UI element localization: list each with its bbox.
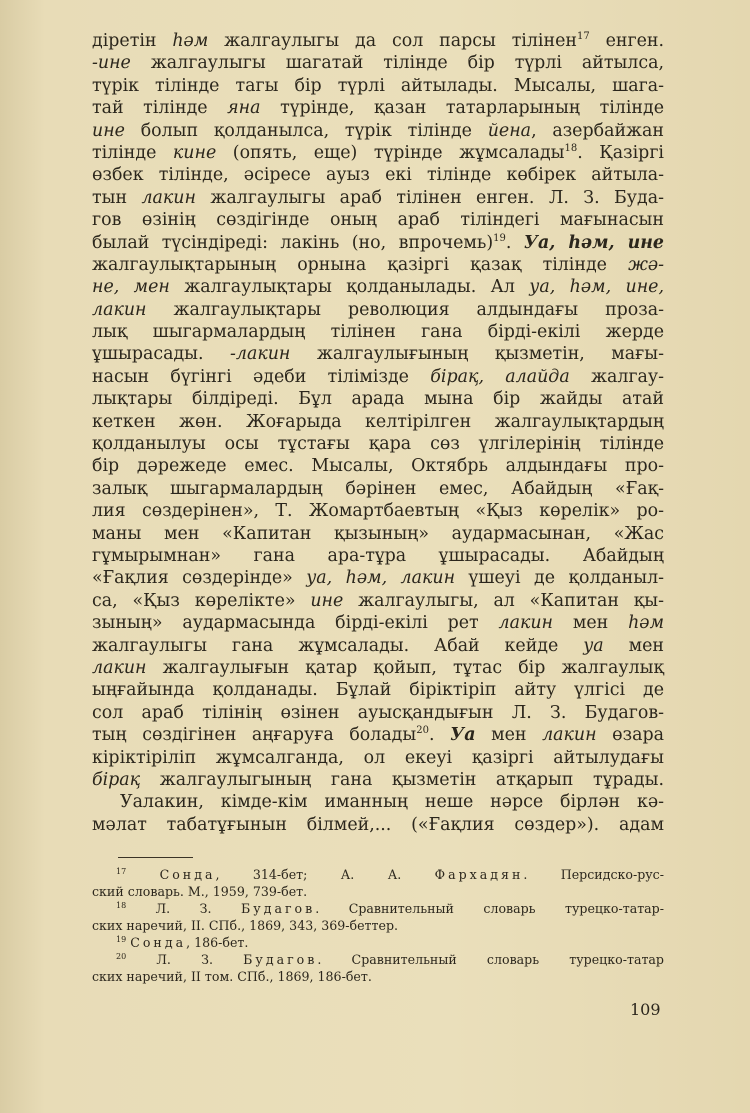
footnote-ref: 17 [116, 867, 127, 876]
text-run: Фархадян [434, 867, 524, 882]
text-run: түрінде, қазан татарларының тілінде [260, 98, 664, 119]
main-text [92, 30, 664, 836]
text-run: жалгаулыгы гана жұмсалады. Абай кейде [92, 635, 584, 656]
text-line [92, 366, 664, 388]
text-run: . [505, 232, 524, 253]
text-line [92, 97, 664, 119]
italic-term: һәм [628, 613, 664, 634]
italic-term: жә- [628, 254, 664, 275]
text-line [92, 164, 664, 186]
text-run: гов өзінің сөздігінде оның араб тіліндегі мағынасын [92, 210, 664, 231]
footnote-ref: 20 [416, 725, 429, 737]
text-run: . [428, 725, 451, 746]
italic-term: ине [310, 590, 344, 611]
text-run: кеткен жөн. Жоғарыда келтірілген жалгаулықтардың [92, 411, 664, 432]
text-run: жалгаулыгы, ал «Капитан қы- [343, 590, 664, 611]
footnote-line [92, 968, 664, 985]
italic-term: -ине [92, 53, 131, 74]
italic-term: йена [487, 120, 532, 141]
footnote-divider [118, 857, 193, 858]
text-run: насын бүгінгі әдеби тілімізде [92, 366, 431, 387]
text-line [92, 75, 664, 97]
footnote-line [92, 883, 664, 900]
text-run: жалгаулықтары революция алдындағы проза- [146, 299, 664, 320]
text-run: мен [475, 725, 543, 746]
italic-term: не, мен [92, 277, 170, 298]
text-line [92, 769, 664, 791]
italic-term: уа [583, 635, 604, 656]
italic-term: ине [92, 120, 125, 141]
text-run: мен [603, 635, 664, 656]
italic-term: яна [227, 98, 261, 119]
text-line [92, 321, 664, 343]
text-run: лық шыгармалардың тілінен гана бірді-екілі жерде [92, 322, 664, 343]
text-run: Л. З. [126, 952, 244, 967]
text-line [92, 388, 664, 410]
text-line [92, 209, 664, 231]
text-run: өзбек тілінде, әсіресе ауыз екі тілінде көбірек айтыла- [92, 165, 664, 186]
text-run: тай тілінде [92, 98, 228, 119]
text-line [92, 523, 664, 545]
text-run: бір дәрежеде емес. Мысалы, Октябрь алдындағы про- [92, 456, 664, 477]
text-run: жалгау- [569, 366, 665, 387]
text-line [92, 500, 664, 522]
text-run: жалгаулықтарының орнына қазіргі қазақ тілінде [92, 254, 629, 275]
text-line [92, 702, 664, 724]
text-run: лықтары білдіреді. Бұл арада мына бір жайды атай [92, 389, 664, 410]
footnote-ref: 18 [116, 901, 127, 910]
text-line [92, 299, 664, 321]
italic-term: лакин [141, 187, 196, 208]
text-line [92, 545, 664, 567]
footnote-ref: 18 [564, 142, 578, 154]
text-run: Сонда [130, 935, 187, 950]
italic-term: Уа, һәм, ине [523, 232, 664, 253]
footnote-ref: 17 [576, 31, 590, 42]
footnote-line [92, 934, 664, 951]
text-line [92, 747, 664, 769]
text-run: тын [92, 187, 142, 208]
text-run: болып қолданылса, түрік тілінде [124, 120, 488, 141]
footnote-line [92, 900, 664, 917]
footnote-ref: 19 [493, 232, 506, 244]
text-run: жалгаулыгы араб тілінен енген. Л. З. Буда- [195, 187, 664, 208]
text-run: діретін [92, 31, 173, 51]
italic-term: һәм [172, 31, 209, 51]
text-line [92, 52, 664, 74]
text-run: лия сөздерінен», Т. Жомартбаевтың «Қыз көрелік» ро- [92, 501, 664, 522]
footnote-line [92, 866, 664, 883]
text-run: (опять, еще) түрінде жұмсалады [216, 142, 565, 163]
text-run: былай түсіндіреді: лакінь (но, впрочемь) [92, 232, 494, 253]
italic-term: уа, һәм, ине, [529, 277, 664, 298]
text-run: Будагов [241, 901, 316, 916]
text-line [92, 30, 664, 52]
text-run: мәлат табатұғынын білмей,... («Ғақлия сөздер»). адам [92, 814, 664, 835]
text-run: ұшырасады. [92, 344, 230, 365]
text-run: үшеуі де қолданыл- [455, 568, 664, 589]
text-run: ских наречий, II. СПб., 1869, 343, 369-беттер. [92, 918, 399, 933]
text-line [92, 433, 664, 455]
text-line [92, 120, 664, 142]
footnote-line [92, 951, 664, 968]
text-run: . Сравнительный словарь турецко-татар [317, 952, 664, 967]
text-line [92, 455, 664, 477]
text-run: жалгаулыгы шагатай тілінде бір түрлі айтылса, [130, 53, 664, 74]
text-run: өзара [596, 725, 664, 746]
text-line [92, 814, 664, 836]
text-line [92, 411, 664, 433]
text-run: Л. З. [126, 901, 242, 916]
text-run: жалгаулығын қатар қойып, тұтас бір жалгаулық [146, 657, 664, 678]
text-run: са, «Қыз көрелікте» [92, 590, 311, 611]
italic-term: лакин [92, 657, 147, 678]
text-run: ский словарь. М., 1959, 739-бет. [92, 884, 308, 899]
text-line [92, 679, 664, 701]
text-line [92, 276, 664, 298]
footnote-line [92, 917, 664, 934]
text-run: тың сөздігінен аңғаруға болады [92, 725, 417, 746]
italic-term: лакин [92, 299, 147, 320]
text-run: ыңғайында қолданады. Бұлай біріктіріп айту үлгісі де [92, 680, 664, 701]
text-run: гұмырымнан» гана ара-тұра ұшырасады. Абайдың [92, 545, 664, 566]
footnotes [92, 866, 664, 985]
text-line [92, 567, 664, 589]
text-line [92, 657, 664, 679]
text-run: кіріктіріліп жұмсалганда, ол екеуі қазіргі айтылудағы [92, 747, 664, 768]
text-line [92, 724, 664, 746]
text-run: жалгаулыгының гана қызметін атқарып тұрады. [140, 769, 664, 790]
text-run: маны мен «Капитан қызының» аудармасынан, «Жас [92, 523, 664, 544]
text-run: , 314-бет; А. А. [215, 867, 435, 882]
italic-term: кине [172, 142, 217, 163]
text-run: сол араб тілінің өзінен ауысқандығын Л. З. Будагов- [92, 702, 664, 723]
text-line [92, 791, 664, 813]
text-run: жалгаулығының қызметін, мағы- [290, 344, 664, 365]
italic-term: лакин [498, 613, 553, 634]
text-line [92, 612, 664, 634]
text-run: , 186-бет. [186, 935, 249, 950]
italic-term: уа, һәм, лакин [306, 568, 456, 589]
text-run [126, 867, 159, 882]
text-line [92, 254, 664, 276]
italic-term: Уа [450, 725, 476, 746]
text-line [92, 635, 664, 657]
text-run: . Сравнительный словарь турецко-татар- [315, 901, 664, 916]
footnote-ref: 20 [116, 952, 127, 961]
text-run: Будагов [243, 952, 318, 967]
italic-term: бірақ [92, 769, 141, 790]
italic-term: бірақ, алайда [430, 366, 570, 387]
text-line [92, 478, 664, 500]
text-line [92, 232, 664, 254]
text-run: мен [553, 613, 629, 634]
text-run: Уалакин, кімде-кім иманның неше нәрсе бірлән кә- [120, 792, 664, 813]
text-run: Сонда [159, 867, 216, 882]
text-run: жалгаулыгы да сол парсы тілінен [208, 31, 577, 51]
text-run: зының» аудармасында бірді-екілі рет [92, 613, 499, 634]
text-run: залық шыгармалардың бәрінен емес, Абайдың «Ғақ- [92, 478, 664, 499]
text-line [92, 187, 664, 209]
text-run: түрік тілінде тагы бір түрлі айтылады. Мысалы, шага- [92, 75, 664, 96]
text-run: . Қазіргі [577, 142, 664, 163]
text-line [92, 343, 664, 365]
italic-term: -лакин [230, 344, 291, 365]
italic-term: лакин [542, 725, 597, 746]
page-number: 109 [630, 1000, 661, 1019]
text-run: . Персидско-рус- [523, 867, 664, 882]
text-run: ских наречий, II том. СПб., 1869, 186-бет. [92, 969, 372, 984]
text-line [92, 590, 664, 612]
text-run: енген. [589, 31, 664, 51]
text-run: , азербайжан [531, 120, 664, 141]
footnote-ref: 19 [116, 935, 127, 944]
text-run: жалгаулықтары қолданылады. Ал [169, 277, 530, 298]
text-run: тілінде [92, 142, 173, 163]
text-line [92, 142, 664, 164]
text-run: қолданылуы осы тұстағы қара сөз үлгілерінің тілінде [92, 434, 664, 455]
text-run: «Ғақлия сөздерінде» [92, 568, 307, 589]
